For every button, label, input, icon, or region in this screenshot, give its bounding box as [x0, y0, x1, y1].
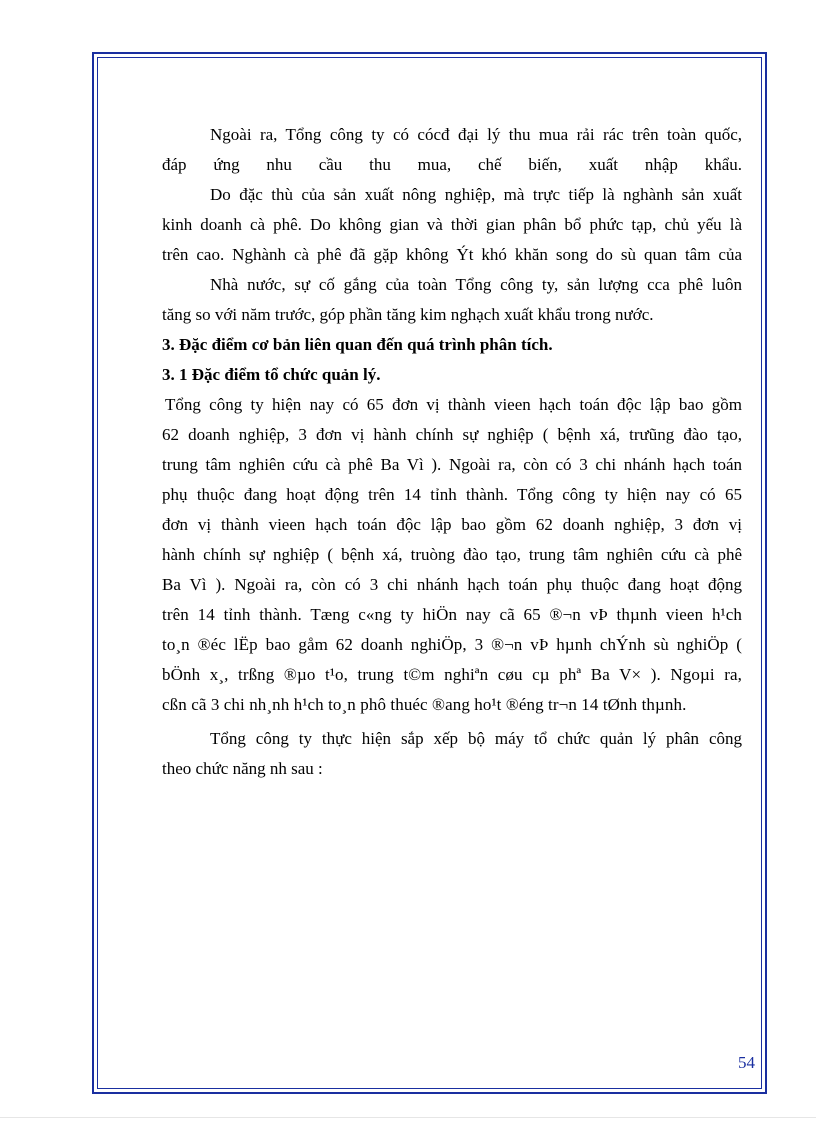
paragraph-line: đáp ứng nhu cầu thu mua, chế biến, xuất nhập khẩu.: [162, 155, 742, 174]
paragraph-line: Do đặc thù của sản xuất nông nghiệp, mà trực tiếp là nghành sản xuất: [210, 185, 742, 204]
section-heading: 3. Đặc điểm cơ bản liên quan đến quá trình phân tích.: [162, 335, 553, 354]
paragraph-line: theo chức năng nh sau :: [162, 759, 323, 778]
garbled-paragraph-line: to¸n ®éc lËp bao gåm 62 doanh nghiÖp, 3 ®¬n vÞ hµnh chÝnh sù nghiÖp (: [162, 635, 742, 654]
paragraph-line: kinh doanh cà phê. Do không gian và thời gian phân bổ phức tạp, chủ yếu là: [162, 215, 742, 234]
paragraph-line: Tổng công ty thực hiện sắp xếp bộ máy tổ chức quản lý phân công: [210, 729, 742, 748]
paragraph-line: Tổng công ty hiện nay có 65 đơn vị thành vieen hạch toán độc lập bao gồm: [165, 395, 742, 414]
paragraph-line: 62 doanh nghiệp, 3 đơn vị hành chính sự nghiệp ( bệnh xá, trưũng đào tạo,: [162, 425, 742, 444]
paragraph-line: trung tâm nghiên cứu cà phê Ba Vì ). Ngoài ra, còn có 3 chi nhánh hạch toán: [162, 455, 742, 474]
page-number: 54: [738, 1053, 755, 1072]
subsection-heading: 3. 1 Đặc điểm tổ chức quản lý.: [162, 365, 381, 384]
garbled-paragraph-line: bÖnh x¸, trßng ®µo t¹o, trung t©m nghiªn cøu cµ phª Ba V× ). Ngoµi ra,: [162, 665, 742, 684]
paragraph-line: hành chính sự nghiệp ( bệnh xá, truòng đào tạo, trung tâm nghiên cứu cà phê: [162, 545, 742, 564]
garbled-paragraph-line: cßn cã 3 chi nh¸nh h¹ch to¸n phô thuéc ®ang ho¹t ®éng tr¬n 14 tØnh thµnh.: [162, 695, 687, 714]
paragraph-line: tăng so với năm trước, góp phần tăng kim nghạch xuất khẩu trong nước.: [162, 305, 654, 324]
paragraph-line: Ba Vì ). Ngoài ra, còn có 3 chi nhánh hạch toán phụ thuộc đang hoạt động: [162, 575, 742, 594]
garbled-paragraph-line: trên 14 tỉnh thành. Tæng c«ng ty hiÖn nay cã 65 ®¬n vÞ thµnh vieen h¹ch: [162, 605, 742, 624]
document-body: [162, 120, 742, 784]
paragraph-line: trên cao. Nghành cà phê đã gặp không Ýt khó khăn song do sù quan tâm của: [162, 245, 742, 264]
paragraph-line: Ngoài ra, Tổng công ty có cócđ đại lý thu mua rải rác trên toàn quốc,: [210, 125, 742, 144]
bottom-rule: [0, 1117, 816, 1118]
paragraph-line: đơn vị thành vieen hạch toán độc lập bao gồm 62 doanh nghiệp, 3 đơn vị: [162, 515, 742, 534]
paragraph-line: Nhà nước, sự cố gắng của toàn Tổng công ty, sản lượng cca phê luôn: [210, 275, 742, 294]
paragraph-line: phụ thuộc đang hoạt động trên 14 tỉnh thành. Tổng công ty hiện nay có 65: [162, 485, 742, 504]
